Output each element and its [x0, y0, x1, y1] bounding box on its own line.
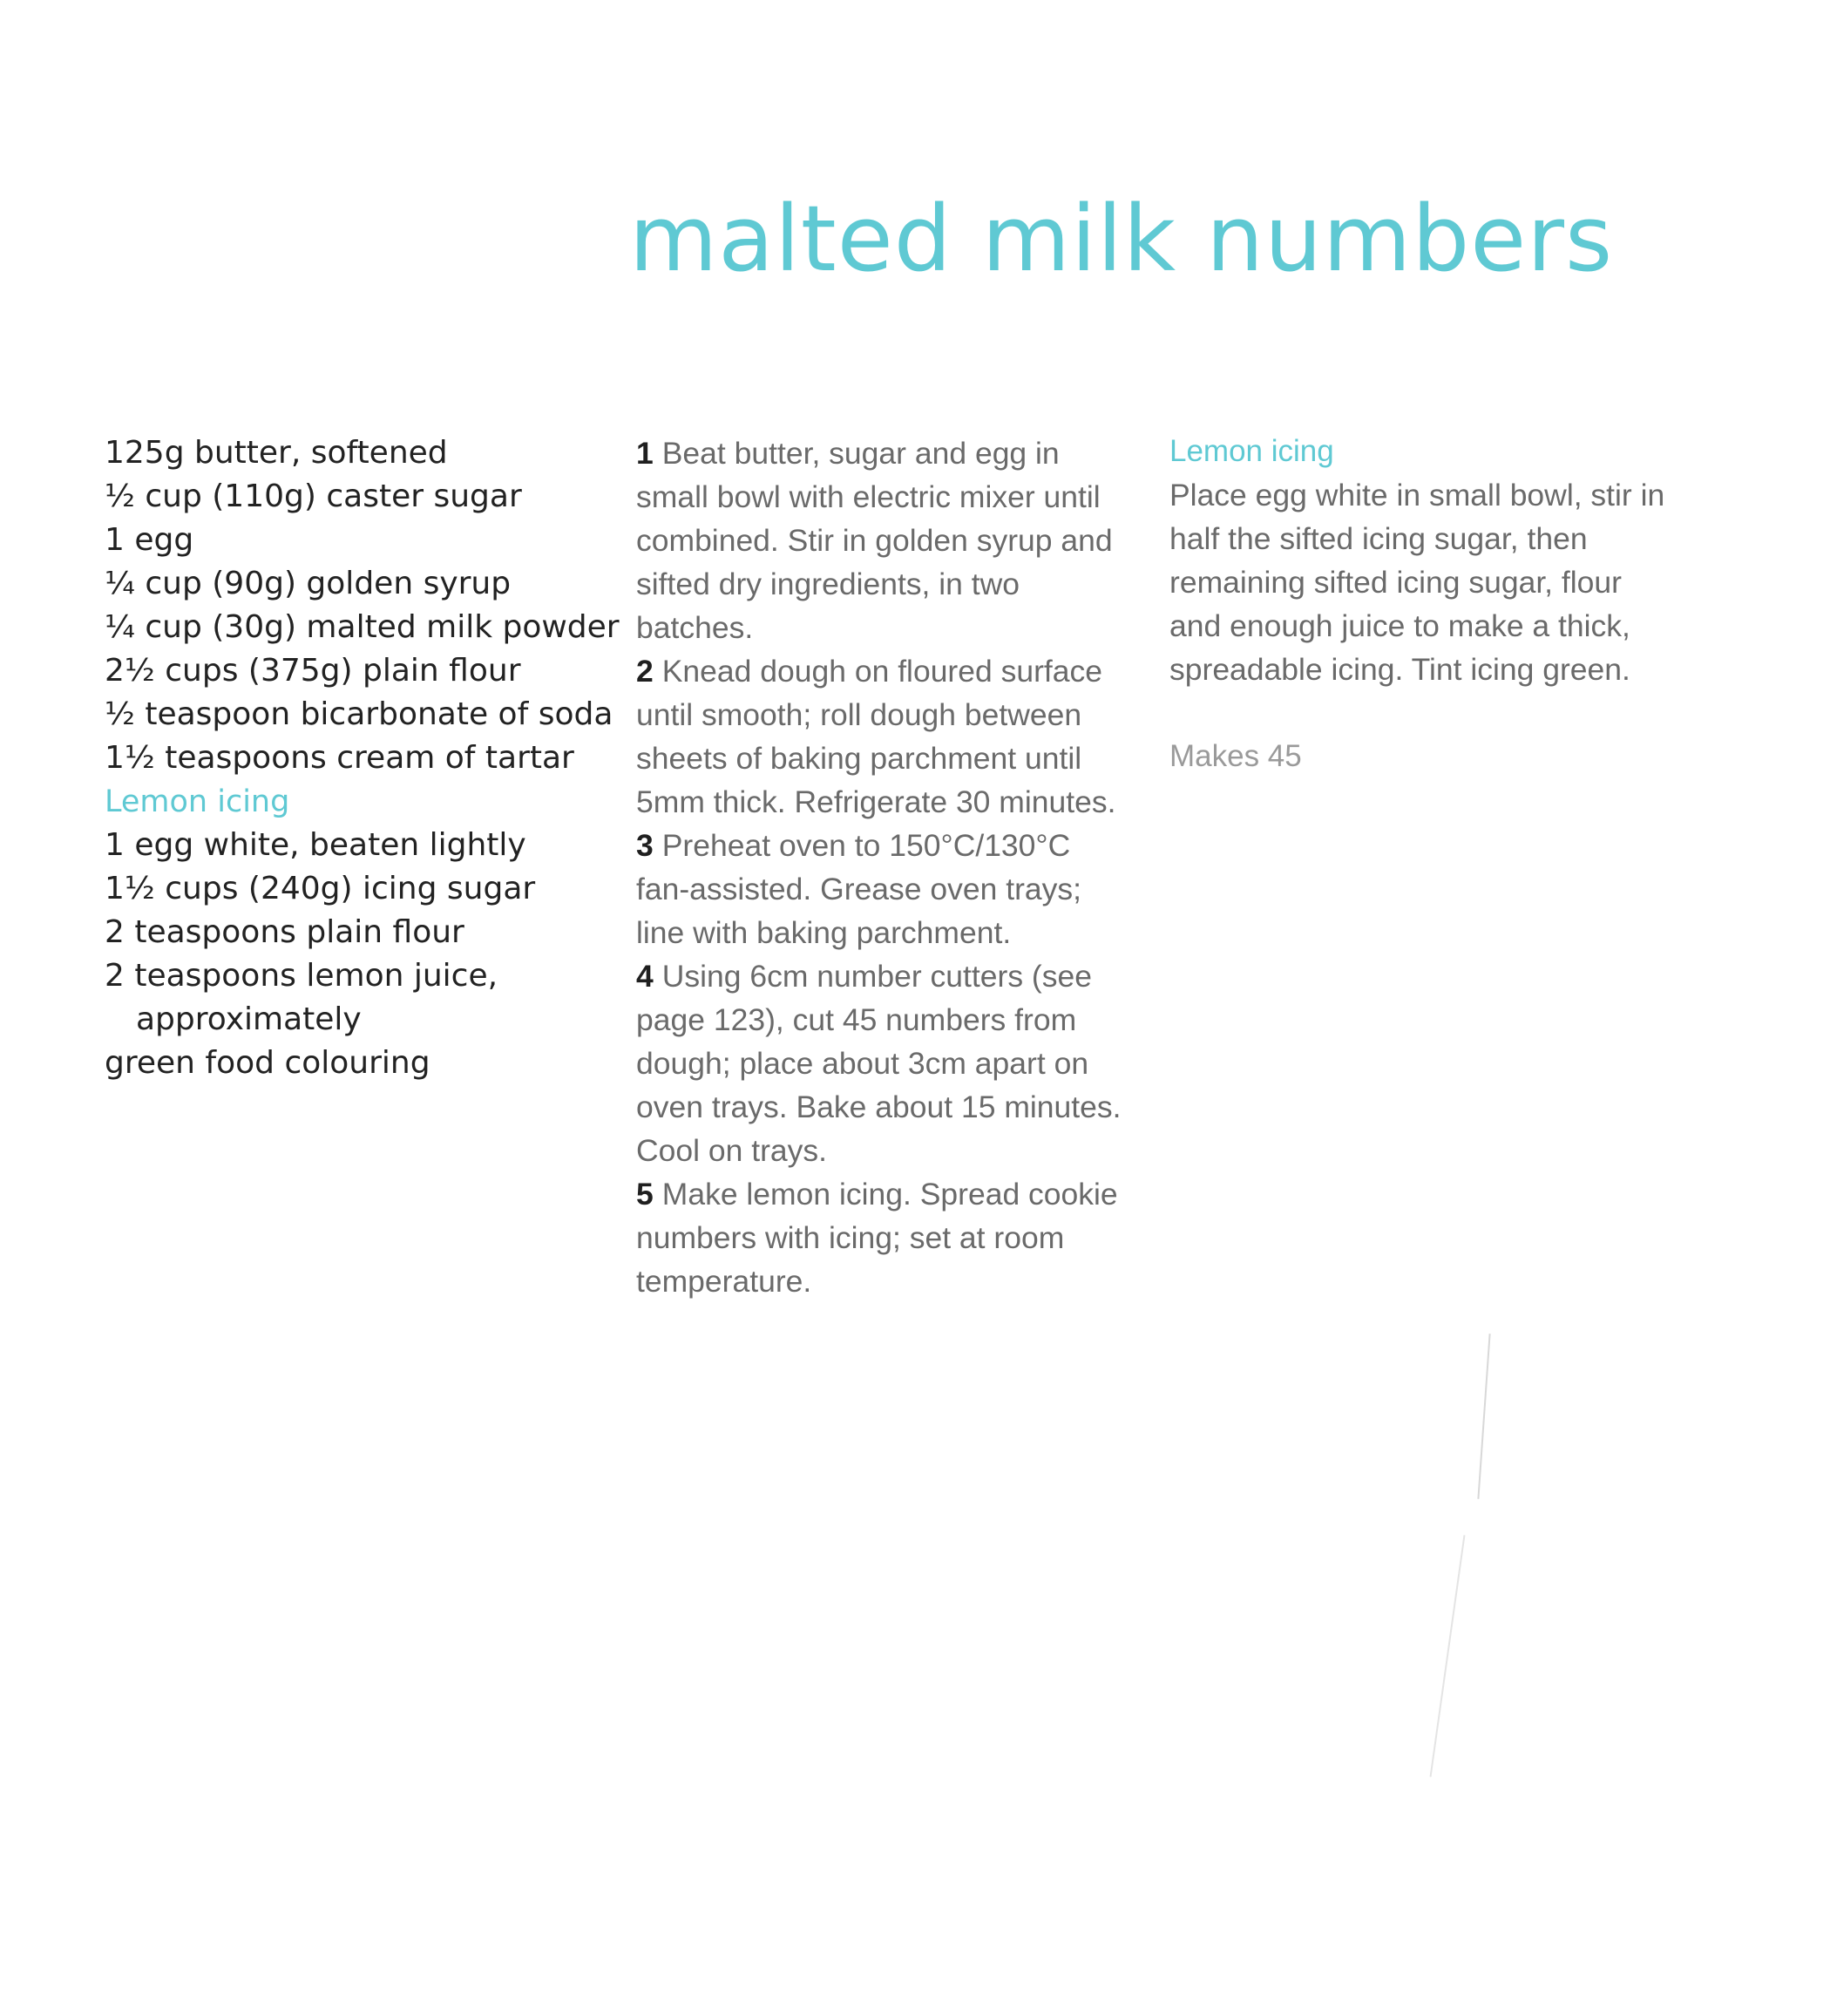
ingredient-item: ¼ cup (30g) malted milk powder — [105, 609, 620, 645]
ingredient-item: 2½ cups (375g) plain flour — [105, 653, 521, 689]
ingredient-item: ½ teaspoon bicarbonate of soda — [105, 696, 613, 732]
icing-ingredient-item: 1 egg white, beaten lightly — [105, 827, 526, 863]
icing-method-heading: Lemon icing — [1169, 434, 1334, 468]
icing-method-section — [1169, 430, 1675, 778]
ingredients-list — [105, 431, 627, 1085]
step-number: 4 — [636, 959, 654, 994]
scan-artifact-line — [1477, 1334, 1490, 1499]
icing-method-text: Place egg white in small bowl, stir in half the sifted icing sugar, then remaining sifted icing sugar, flour and enough juice to make a thick, spreadable icing. Tint icing green. — [1169, 478, 1665, 687]
icing-ingredients-heading: Lemon icing — [105, 784, 290, 819]
recipe-title: malted milk numbers — [629, 186, 1614, 292]
ingredient-item: 1 egg — [105, 522, 194, 558]
ingredient-item: 125g butter, softened — [105, 435, 448, 471]
step-text: Beat butter, sugar and egg in small bowl with electric mixer until combined. Stir in golden syrup and sifted dry ingredients, in two batches. — [636, 436, 1113, 645]
step-number: 2 — [636, 654, 654, 689]
ingredient-item: 1½ teaspoons cream of tartar — [105, 740, 574, 776]
method-step — [636, 954, 1124, 1172]
method-step — [636, 1172, 1124, 1303]
icing-ingredient-item: 1½ cups (240g) icing sugar — [105, 871, 536, 906]
method-step — [636, 649, 1124, 824]
step-number: 1 — [636, 436, 654, 471]
icing-ingredient-item: 2 teaspoons plain flour — [105, 914, 464, 950]
icing-ingredient-item: 2 teaspoons lemon juice, — [105, 958, 498, 994]
ingredient-item: ¼ cup (90g) golden syrup — [105, 566, 512, 601]
step-text: Preheat oven to 150°C/130°C fan-assisted. Grease oven trays; line with baking parchment. — [636, 828, 1082, 950]
step-text: Knead dough on floured surface until smooth; roll dough between sheets of baking parchment until 5mm thick. Refrigerate 30 minutes. — [636, 654, 1116, 819]
method-step — [636, 824, 1124, 954]
ingredient-item: ½ cup (110g) caster sugar — [105, 479, 522, 514]
step-text: Make lemon icing. Spread cookie numbers with icing; set at room temperature. — [636, 1177, 1118, 1299]
method-steps — [636, 431, 1124, 1303]
icing-ingredient-item: green food colouring — [105, 1045, 430, 1081]
recipe-yield: Makes 45 — [1169, 739, 1302, 773]
icing-ingredient-item: approximately — [136, 1001, 362, 1037]
method-step — [636, 431, 1124, 649]
step-text: Using 6cm number cutters (see page 123), cut 45 numbers from dough; place about 3cm apart on oven trays. Bake about 15 minutes. Cool on trays. — [636, 959, 1122, 1168]
step-number: 5 — [636, 1177, 654, 1212]
scan-artifact-line — [1430, 1535, 1466, 1777]
step-number: 3 — [636, 828, 654, 863]
